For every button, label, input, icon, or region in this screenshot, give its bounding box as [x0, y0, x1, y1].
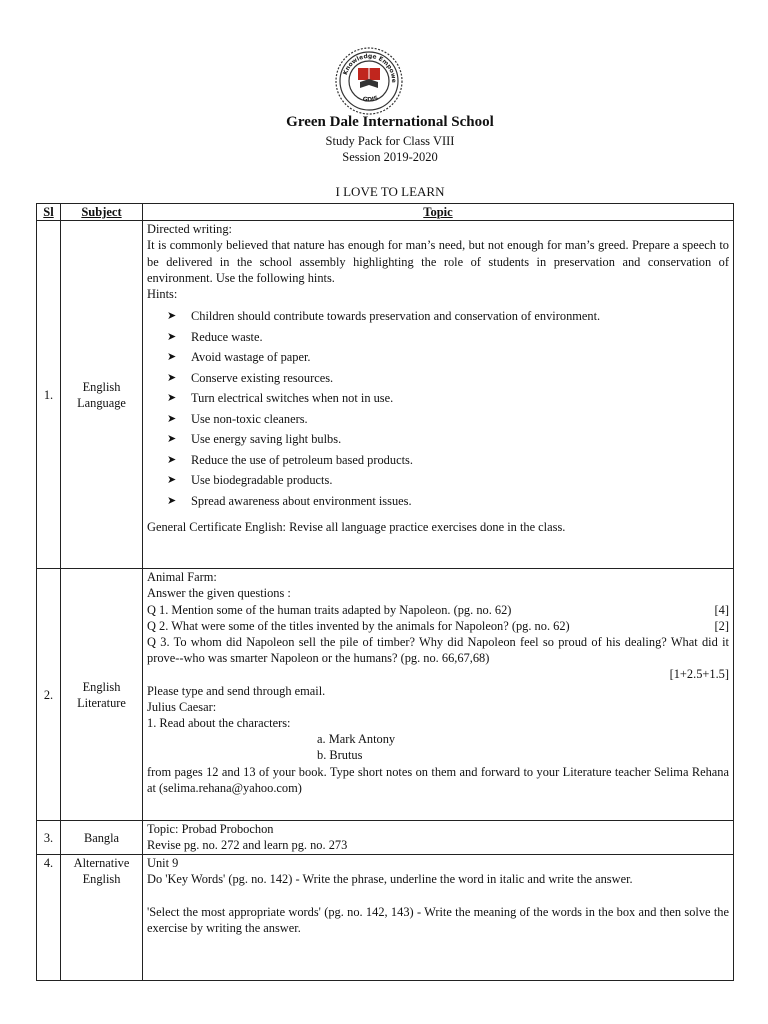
logo-book	[358, 68, 380, 88]
list-item: ➤ Spread awareness about environment issues.	[167, 491, 729, 512]
list-item: ➤ Reduce the use of petroleum based products.	[167, 450, 729, 471]
list-item: ➤ Use energy saving light bulbs.	[167, 429, 729, 450]
row-subject: English Language	[61, 221, 143, 569]
study-table	[36, 203, 734, 981]
question-1: Q 1. Mention some of the human traits adapted by Napoleon. (pg. no. 62) [4]	[147, 602, 729, 617]
row-subject: English Literature	[61, 569, 143, 821]
directed-text: It is commonly believed that nature has enough for man’s need, but not enough for man’s greed. Prepare a speech to be delivered in the school assembly highlighting the role of students in preservation and conservation of environment. Use the following hints.	[147, 238, 729, 285]
pack-title: Study Pack for Class VIII	[325, 134, 455, 148]
spacer	[147, 888, 729, 904]
row-topic	[143, 821, 734, 855]
row-topic	[143, 221, 734, 569]
list-item: ➤ Children should contribute towards preservation and conservation of environment.	[167, 306, 729, 327]
arrow-bullet-icon: ➤	[167, 310, 177, 323]
school-logo	[334, 46, 404, 116]
row-sl: 4.	[37, 855, 61, 981]
arrow-bullet-icon: ➤	[167, 392, 177, 405]
motto: I LOVE TO LEARN	[335, 184, 445, 199]
list-item: ➤ Conserve existing resources.	[167, 368, 729, 389]
list-item: ➤ Use non-toxic cleaners.	[167, 409, 729, 430]
question-3: Q 3. To whom did Napoleon sell the pile of timber? Why did Napoleon feel so proud of his dealing? What did it prove--who was smarter Napoleon or the humans? (pg. no. 66,67,68)	[147, 635, 729, 666]
arrow-bullet-icon: ➤	[167, 330, 177, 343]
unit-label: Unit 9	[147, 856, 179, 871]
character-item: b. Brutus	[317, 748, 363, 763]
list-item: ➤ Use biodegradable products.	[167, 470, 729, 491]
read-characters: 1. Read about the characters:	[147, 716, 291, 731]
table-header-row	[37, 204, 734, 221]
notes-instruction: from pages 12 and 13 of your book. Type short notes on them and forward to your Literature teacher Selima Rehana at (selima.rehana@yahoo.com)	[147, 764, 729, 795]
book-title: Julius Caesar:	[147, 699, 217, 714]
question-marks: [2]	[714, 618, 729, 633]
book-title: Animal Farm:	[147, 570, 217, 585]
email-note: Please type and send through email.	[147, 683, 326, 698]
character-item: a. Mark Antony	[317, 732, 396, 747]
topic-line: Topic: Probad Probochon	[147, 822, 274, 837]
gce-note: General Certificate English: Revise all language practice exercises done in the class.	[147, 520, 566, 535]
select-words-task: 'Select the most appropriate words' (pg. no. 142, 143) - Write the meaning of the words in the box and then solve the exercise by writing the answer.	[147, 904, 729, 935]
arrow-bullet-icon: ➤	[167, 371, 177, 384]
header-subject: Subject	[61, 204, 143, 221]
row-subject: Alternative English	[61, 855, 143, 981]
row-topic	[143, 569, 734, 821]
row-topic	[143, 855, 734, 981]
question-marks: [1+2.5+1.5]	[669, 667, 729, 682]
hints-label: Hints:	[147, 287, 178, 302]
key-words-task: Do 'Key Words' (pg. no. 142) - Write the phrase, underline the word in italic and write the answer.	[147, 872, 633, 887]
row-sl: 2.	[37, 569, 61, 821]
table-row	[37, 855, 734, 981]
instruction: Answer the given questions :	[147, 586, 291, 601]
arrow-bullet-icon: ➤	[167, 453, 177, 466]
revise-line: Revise pg. no. 272 and learn pg. no. 273	[147, 838, 348, 853]
list-item: ➤ Turn electrical switches when not in use.	[167, 388, 729, 409]
logo-motto: Knowledge Empowe	[341, 52, 398, 83]
table-row	[37, 569, 734, 821]
arrow-bullet-icon: ➤	[167, 433, 177, 446]
arrow-bullet-icon: ➤	[167, 474, 177, 487]
arrow-bullet-icon: ➤	[167, 412, 177, 425]
school-name: Green Dale International School	[286, 114, 494, 130]
header-topic: Topic	[143, 204, 734, 221]
list-item: ➤ Reduce waste.	[167, 327, 729, 348]
logo-initials: GDIS	[362, 94, 380, 104]
hints-list	[147, 306, 729, 511]
list-item: ➤ Avoid wastage of paper.	[167, 347, 729, 368]
question-2: Q 2. What were some of the titles invented by the animals for Napoleon? (pg. no. 62) [2]	[147, 618, 729, 633]
arrow-bullet-icon: ➤	[167, 494, 177, 507]
header-sl: Sl	[37, 204, 61, 221]
table-row	[37, 821, 734, 855]
row-sl: 3.	[37, 821, 61, 855]
row-subject: Bangla	[61, 821, 143, 855]
table-row	[37, 221, 734, 569]
arrow-bullet-icon: ➤	[167, 351, 177, 364]
question-marks: [4]	[714, 602, 729, 617]
row-sl: 1.	[37, 221, 61, 569]
directed-heading: Directed writing:	[147, 222, 232, 237]
session-label: Session 2019-2020	[342, 150, 438, 164]
